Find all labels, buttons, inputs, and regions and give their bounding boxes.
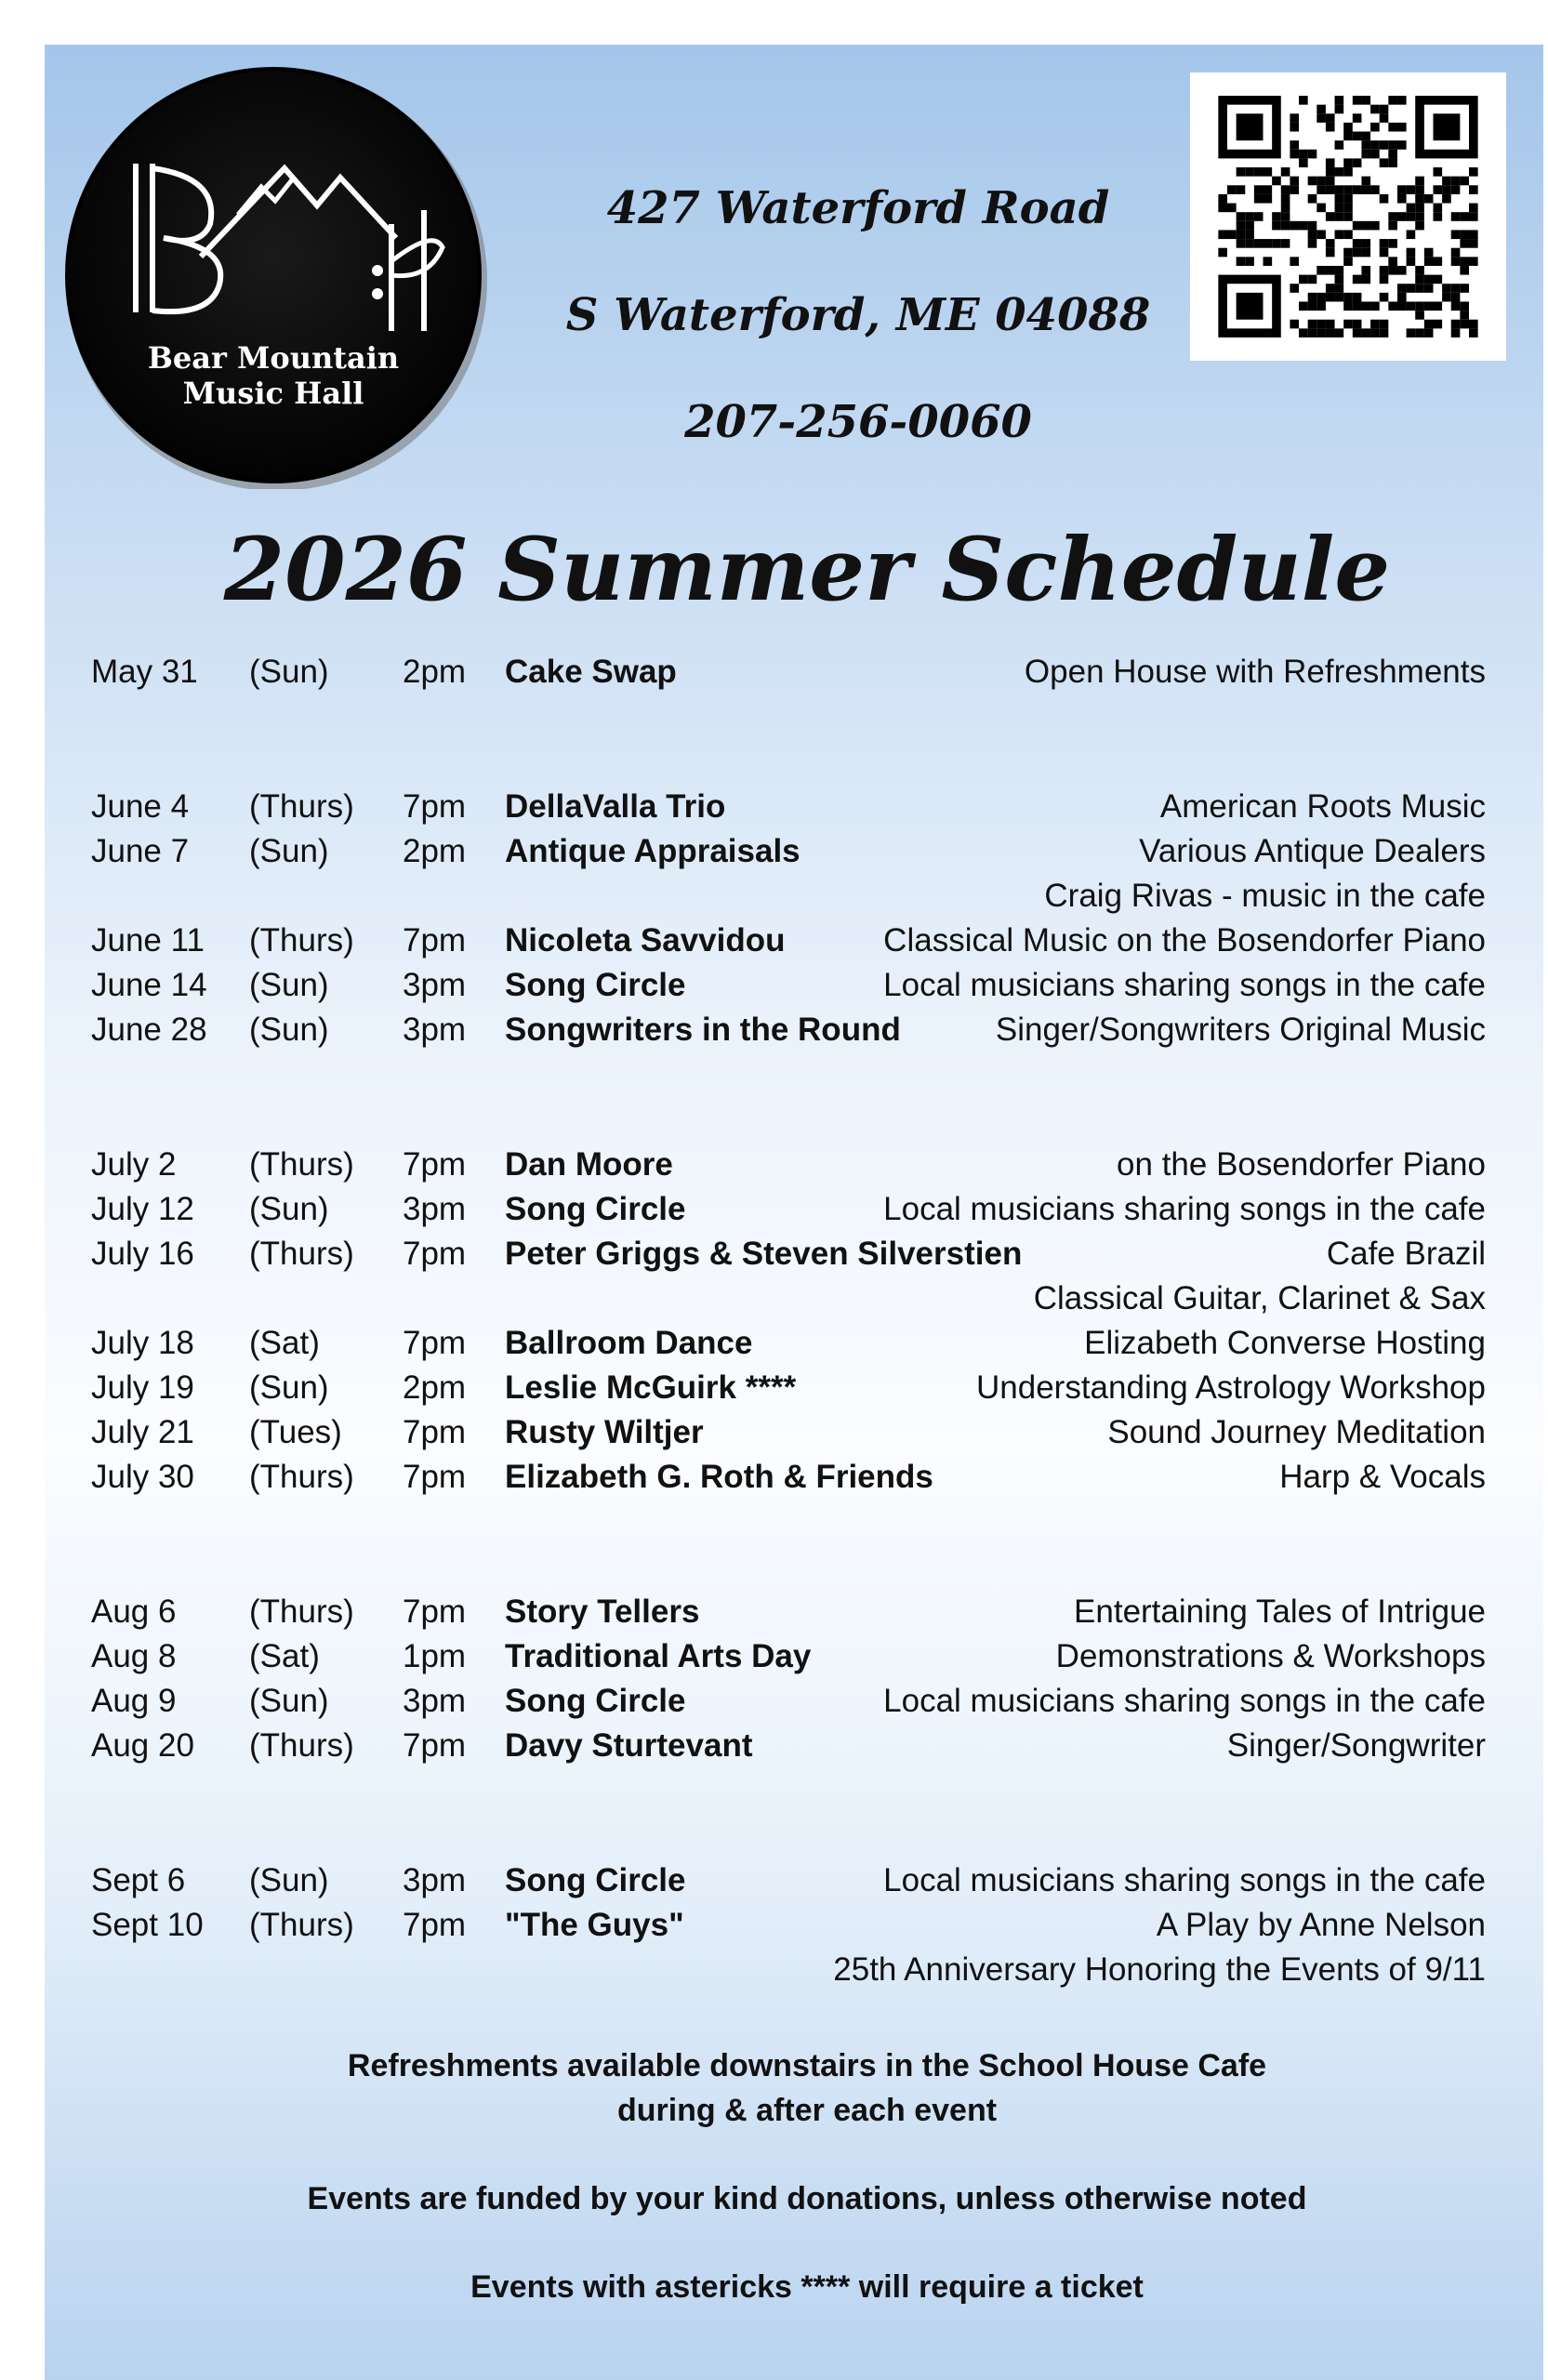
event-date: July 12 [91, 1191, 194, 1227]
event-description: Singer/Songwriter [1226, 1727, 1486, 1764]
event-date: June 14 [91, 967, 207, 1003]
event-date: June 7 [91, 833, 190, 869]
event-date: July 19 [91, 1369, 194, 1406]
event-day: (Thurs) [249, 788, 354, 825]
event-row [45, 1146, 1532, 1191]
event-time: 7pm [403, 1146, 467, 1183]
page-title: 2026 Summer Schedule [223, 519, 1391, 621]
event-date: July 21 [91, 1414, 194, 1450]
event-row [45, 1280, 1532, 1325]
event-description: Harp & Vocals [1279, 1459, 1486, 1495]
event-time: 7pm [403, 788, 467, 825]
event-name: Elizabeth G. Roth & Friends [505, 1459, 933, 1495]
event-row [45, 967, 1532, 1012]
event-row [45, 1638, 1532, 1683]
footer-line4: Events with astericks **** will require a ticket [470, 2269, 1144, 2305]
event-description: Entertaining Tales of Intrigue [1074, 1593, 1486, 1630]
event-name: Songwriters in the Round [505, 1012, 901, 1048]
footer-line3: Events are funded by your kind donations, unless otherwise noted [307, 2181, 1307, 2216]
qr-code[interactable] [1190, 73, 1506, 361]
event-name: Peter Griggs & Steven Silverstien [505, 1236, 1023, 1272]
bear-mountain-logo [61, 61, 489, 489]
event-day: (Thurs) [249, 1459, 354, 1495]
event-day: (Sun) [249, 1683, 329, 1719]
event-description: Elizabeth Converse Hosting [1084, 1325, 1486, 1361]
event-time: 7pm [403, 922, 467, 959]
address-street: 427 Waterford Road [606, 182, 1110, 234]
event-row [45, 1951, 1532, 1996]
event-row [45, 1369, 1532, 1414]
event-date: June 28 [91, 1012, 207, 1048]
event-name: DellaValla Trio [505, 788, 726, 825]
event-day: (Tues) [249, 1414, 342, 1450]
event-time: 3pm [403, 967, 467, 1003]
event-name: Cake Swap [505, 654, 677, 690]
event-date: Sept 6 [91, 1862, 186, 1898]
event-description: American Roots Music [1159, 788, 1486, 825]
event-name: Traditional Arts Day [505, 1638, 812, 1674]
schedule-poster [45, 45, 1543, 2380]
event-day: (Sun) [249, 1012, 329, 1048]
event-time: 7pm [403, 1727, 467, 1764]
event-row [45, 654, 1532, 698]
event-time: 7pm [403, 1593, 467, 1630]
event-description: Classical Guitar, Clarinet & Sax [1033, 1280, 1486, 1316]
event-description: Classical Music on the Bosendorfer Piano [883, 922, 1486, 959]
address-phone: 207-256-0060 [684, 396, 1032, 448]
event-day: (Sun) [249, 833, 329, 869]
event-row [45, 1727, 1532, 1772]
footer-line2: during & after each event [616, 2093, 998, 2128]
event-time: 3pm [403, 1191, 467, 1227]
event-day: (Sat) [249, 1325, 320, 1361]
event-name: Davy Sturtevant [505, 1727, 753, 1764]
event-date: May 31 [91, 654, 198, 690]
event-time: 2pm [403, 654, 467, 690]
event-date: July 30 [91, 1459, 194, 1495]
event-name: Song Circle [505, 1862, 686, 1898]
event-day: (Sun) [249, 1369, 329, 1406]
event-time: 7pm [403, 1414, 467, 1450]
address-city: S Waterford, ME 04088 [565, 289, 1151, 341]
event-name: Ballroom Dance [505, 1325, 753, 1361]
event-date: Aug 9 [91, 1683, 177, 1719]
event-time: 3pm [403, 1683, 467, 1719]
event-description: Singer/Songwriters Original Music [995, 1012, 1486, 1048]
qr-code-icon [1218, 96, 1478, 337]
event-name: Antique Appraisals [505, 833, 800, 869]
event-name: Song Circle [505, 1191, 686, 1227]
logo-line2: Music Hall [182, 376, 364, 411]
event-time: 7pm [403, 1907, 467, 1943]
event-name: Song Circle [505, 1683, 686, 1719]
event-day: (Sun) [249, 967, 329, 1003]
event-row [45, 878, 1532, 922]
event-name: Leslie McGuirk **** [505, 1369, 797, 1406]
event-description: Craig Rivas - music in the cafe [1044, 878, 1486, 914]
footer-line1: Refreshments available downstairs in the School House Cafe [347, 2048, 1267, 2083]
event-time: 1pm [403, 1638, 467, 1674]
event-time: 3pm [403, 1012, 467, 1048]
event-name: Nicoleta Savvidou [505, 922, 786, 959]
event-description: Local musicians sharing songs in the cafe [883, 1191, 1486, 1227]
event-description: Various Antique Dealers [1139, 833, 1486, 869]
event-date: Aug 20 [91, 1727, 194, 1764]
event-day: (Sat) [249, 1638, 320, 1674]
event-day: (Thurs) [249, 1727, 354, 1764]
event-time: 7pm [403, 1236, 467, 1272]
event-day: (Thurs) [249, 922, 354, 959]
event-date: Aug 6 [91, 1593, 177, 1630]
event-time: 3pm [403, 1862, 467, 1898]
event-description: Demonstrations & Workshops [1055, 1638, 1486, 1674]
event-description: Understanding Astrology Workshop [976, 1369, 1486, 1406]
event-description: Sound Journey Meditation [1107, 1414, 1486, 1450]
event-description: Local musicians sharing songs in the cafe [883, 1683, 1486, 1719]
event-date: June 11 [91, 922, 205, 959]
event-row [45, 1593, 1532, 1638]
event-row [45, 922, 1532, 967]
event-row [45, 1191, 1532, 1236]
event-day: (Sun) [249, 654, 329, 690]
event-description: Local musicians sharing songs in the cafe [883, 967, 1486, 1003]
event-description: 25th Anniversary Honoring the Events of 9/11 [833, 1951, 1486, 1988]
event-row [45, 1862, 1532, 1907]
event-day: (Thurs) [249, 1907, 354, 1943]
event-description: Cafe Brazil [1326, 1236, 1486, 1272]
event-row [45, 1459, 1532, 1503]
event-row [45, 1325, 1532, 1369]
event-time: 2pm [403, 833, 467, 869]
event-row [45, 788, 1532, 833]
event-row [45, 1236, 1532, 1280]
event-name: Dan Moore [505, 1146, 673, 1183]
event-time: 2pm [403, 1369, 467, 1406]
event-time: 7pm [403, 1459, 467, 1495]
event-day: (Sun) [249, 1862, 329, 1898]
event-description: Local musicians sharing songs in the cafe [883, 1862, 1486, 1898]
event-description: Open House with Refreshments [1024, 654, 1486, 690]
event-day: (Sun) [249, 1191, 329, 1227]
event-date: Sept 10 [91, 1907, 204, 1943]
event-name: Story Tellers [505, 1593, 700, 1630]
event-time: 7pm [403, 1325, 467, 1361]
event-row [45, 1414, 1532, 1459]
event-date: July 2 [91, 1146, 177, 1183]
event-description: A Play by Anne Nelson [1156, 1907, 1486, 1943]
event-description: on the Bosendorfer Piano [1117, 1146, 1486, 1183]
event-name: "The Guys" [505, 1907, 684, 1943]
event-row [45, 833, 1532, 878]
event-row [45, 1907, 1532, 1951]
event-date: July 16 [91, 1236, 194, 1272]
event-name: Rusty Wiltjer [505, 1414, 704, 1450]
event-row [45, 1012, 1532, 1056]
logo-line1: Bear Mountain [147, 340, 400, 376]
event-date: Aug 8 [91, 1638, 177, 1674]
event-date: July 18 [91, 1325, 194, 1361]
event-day: (Thurs) [249, 1593, 354, 1630]
event-day: (Thurs) [249, 1146, 354, 1183]
event-date: June 4 [91, 788, 190, 825]
event-name: Song Circle [505, 967, 686, 1003]
event-row [45, 1683, 1532, 1727]
event-day: (Thurs) [249, 1236, 354, 1272]
